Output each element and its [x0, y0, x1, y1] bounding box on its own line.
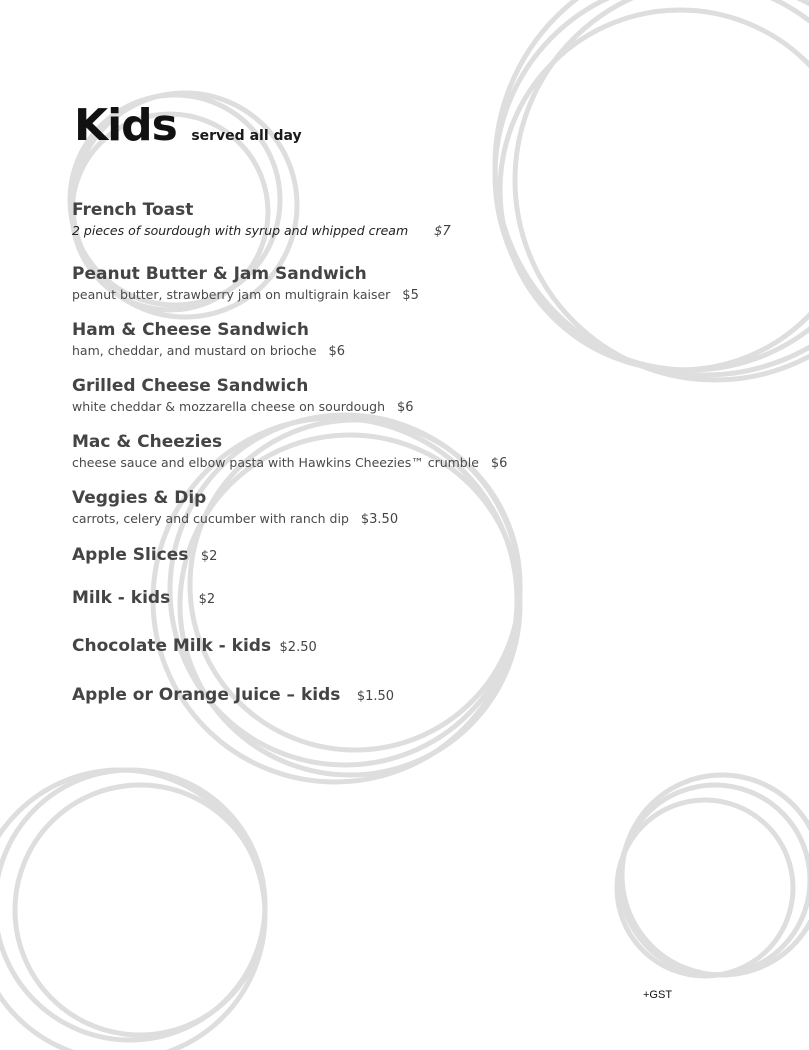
- item-price: $5: [402, 288, 419, 303]
- item-description: [72, 287, 419, 303]
- item-name: Mac & Cheezies: [72, 432, 223, 452]
- menu-item-mac-cheezies: [72, 432, 507, 471]
- item-price: $2.50: [279, 640, 317, 655]
- item-description: [72, 223, 451, 239]
- item-description-text: white cheddar & mozzarella cheese on sourdough: [72, 399, 386, 414]
- item-description: [72, 511, 398, 527]
- menu-item-apple-slices: [72, 545, 217, 565]
- menu-item-pbj-sandwich: [72, 264, 419, 303]
- item-price: $3.50: [360, 512, 399, 527]
- item-price: $7: [434, 224, 451, 239]
- item-description: [72, 455, 507, 471]
- item-price: $6: [328, 344, 346, 359]
- item-name: Veggies & Dip: [72, 488, 207, 508]
- menu-item-juice-kids: [72, 685, 394, 705]
- item-name: Grilled Cheese Sandwich: [72, 376, 309, 396]
- item-description-text: cheese sauce and elbow pasta with Hawkins Cheezies™ crumble: [72, 455, 479, 470]
- item-description-text: 2 pieces of sourdough with syrup and whipped cream: [72, 223, 409, 238]
- item-description-text: peanut butter, strawberry jam on multigrain kaiser: [72, 287, 391, 302]
- menu-item-milk-kids: [72, 588, 215, 608]
- item-name: Chocolate Milk - kids: [72, 636, 272, 656]
- item-description: [72, 343, 345, 359]
- item-price: $6: [397, 400, 414, 415]
- item-description: [72, 399, 414, 415]
- item-name: Milk - kids: [72, 588, 171, 608]
- menu-item-french-toast: [72, 200, 451, 239]
- page-subtitle: served all day: [191, 128, 302, 144]
- menu-header: [74, 100, 302, 151]
- item-description-text: carrots, celery and cucumber with ranch dip: [72, 511, 349, 526]
- menu-item-veggies-dip: [72, 488, 398, 527]
- item-price: $2: [200, 549, 218, 564]
- item-price: $6: [490, 456, 508, 471]
- menu-item-ham-cheese-sandwich: [72, 320, 345, 359]
- menu-item-chocolate-milk-kids: [72, 636, 317, 656]
- item-name: French Toast: [72, 200, 194, 220]
- tax-note: +GST: [643, 989, 673, 1001]
- item-name: Peanut Butter & Jam Sandwich: [72, 264, 367, 284]
- item-name: Apple or Orange Juice – kids: [72, 685, 341, 705]
- page-title: Kids: [74, 100, 177, 151]
- item-price: $1.50: [356, 689, 395, 704]
- item-price: $2: [198, 592, 216, 607]
- item-name: Ham & Cheese Sandwich: [72, 320, 309, 340]
- item-description-text: ham, cheddar, and mustard on brioche: [72, 343, 317, 358]
- item-name: Apple Slices: [72, 545, 189, 565]
- menu-item-grilled-cheese-sandwich: [72, 376, 414, 415]
